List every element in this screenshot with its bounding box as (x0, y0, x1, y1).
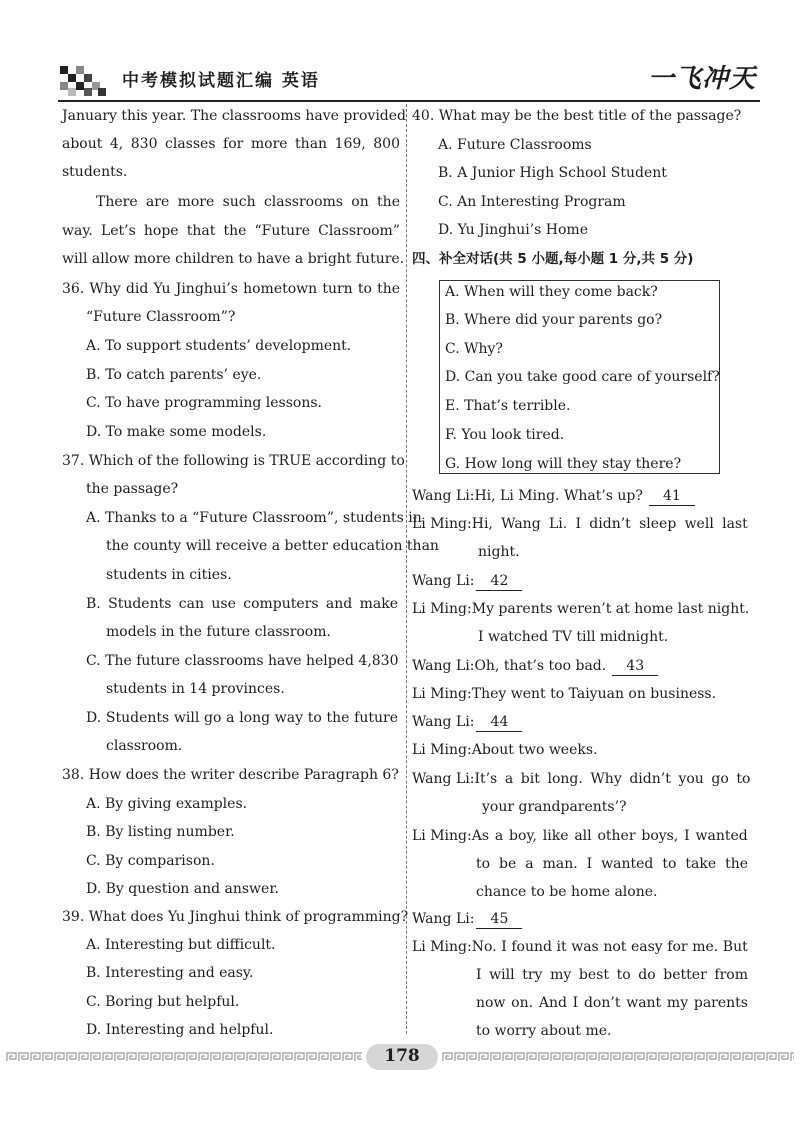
dialogue-option: F. You look tired. (445, 427, 565, 443)
dialogue-line-wang-li (412, 713, 522, 732)
passage-line: will allow more children to have a bright future. (62, 251, 405, 267)
dialogue-line-li-ming (412, 741, 598, 759)
dialogue-text: I will try my best to do better from (476, 967, 748, 983)
dialogue-text: It’s a bit long. Why didn’t you go to (474, 771, 751, 787)
question-38-option[interactable]: A. By giving examples. (86, 796, 248, 812)
question-38-option[interactable]: C. By comparison. (86, 853, 215, 869)
blank-43[interactable]: 43 (612, 657, 658, 676)
speaker-label: Wang Li: (412, 911, 475, 927)
question-37-option-c[interactable]: C. The future classrooms have helped 4,830 (86, 653, 399, 669)
dialogue-text: to be a man. I wanted to take the (476, 856, 748, 872)
dialogue-line-li-ming (412, 515, 748, 533)
passage-line: There are more such classrooms on the (96, 194, 400, 210)
dialogue-text: night. (478, 544, 520, 560)
blank-42[interactable]: 42 (476, 572, 522, 591)
speaker-label: Wang Li: (412, 573, 475, 589)
section-title: 四、补全对话(共 5 小题,每小题 1 分,共 5 分) (412, 251, 694, 267)
question-37-stem: 37. Which of the following is TRUE according to (62, 453, 405, 469)
blank-41[interactable]: 41 (649, 487, 695, 506)
dialogue-text: Hi, Li Ming. What’s up? (474, 488, 643, 504)
question-39-option[interactable]: C. Boring but helpful. (86, 994, 240, 1010)
question-37-option-a[interactable]: A. Thanks to a “Future Classroom”, students in (86, 510, 422, 526)
question-40-option[interactable]: C. An Interesting Program (438, 194, 626, 210)
blank-45[interactable]: 45 (476, 910, 522, 929)
dialogue-text: They went to Taiyuan on business. (471, 686, 717, 702)
dialogue-text: About two weeks. (471, 742, 598, 758)
dialogue-option: E. That’s terrible. (445, 398, 571, 414)
dialogue-text: No. I found it was not easy for me. But (471, 939, 748, 955)
dialogue-line-li-ming (412, 685, 716, 703)
dialogue-line-li-ming (412, 938, 748, 956)
header-rule (58, 100, 760, 102)
question-36-stem: “Future Classroom”? (86, 309, 236, 325)
question-37-option-a: students in cities. (106, 567, 232, 583)
dialogue-line-wang-li (412, 657, 658, 676)
blank-44[interactable]: 44 (476, 713, 522, 732)
dialogue-option: B. Where did your parents go? (445, 312, 663, 328)
dialogue-text: Hi, Wang Li. I didn’t sleep well last (471, 516, 748, 532)
passage-line: January this year. The classrooms have provided (62, 108, 407, 124)
passage-line: about 4, 830 classes for more than 169, 800 (62, 136, 400, 152)
question-37-option-b: models in the future classroom. (106, 624, 331, 640)
dialogue-option: G. How long will they stay there? (445, 456, 682, 472)
dialogue-line-wang-li (412, 910, 522, 929)
question-37-option-a: the county will receive a better education than (106, 538, 439, 554)
dialogue-option: A. When will they come back? (445, 284, 658, 300)
question-36-stem: 36. Why did Yu Jinghui’s hometown turn to the (62, 281, 400, 297)
speaker-label: Li Ming: (412, 601, 472, 617)
speaker-label: Li Ming: (412, 742, 472, 758)
speaker-label: Wang Li: (412, 714, 475, 730)
question-36-option[interactable]: B. To catch parents’ eye. (86, 367, 262, 383)
dialogue-text: Oh, that’s too bad. (474, 658, 607, 674)
brand-logo: 一飞冲天 (647, 64, 756, 94)
dialogue-option: C. Why? (445, 341, 503, 357)
dialogue-text: I watched TV till midnight. (478, 629, 669, 645)
question-38-stem: 38. How does the writer describe Paragraph 6? (62, 767, 399, 783)
question-36-option[interactable]: D. To make some models. (86, 424, 267, 440)
speaker-label: Li Ming: (412, 828, 472, 844)
speaker-label: Li Ming: (412, 516, 472, 532)
speaker-label: Li Ming: (412, 686, 472, 702)
dialogue-text: As a boy, like all other boys, I wanted (471, 828, 748, 844)
dialogue-text: your grandparents’? (482, 799, 627, 815)
question-37-option-c: students in 14 provinces. (106, 681, 285, 697)
question-38-option[interactable]: D. By question and answer. (86, 881, 279, 897)
question-37-stem: the passage? (86, 481, 179, 497)
page-number: 178 (384, 1046, 420, 1066)
footer-pattern-right (442, 1052, 794, 1062)
question-39-option[interactable]: A. Interesting but difficult. (86, 937, 276, 953)
speaker-label: Wang Li: (412, 658, 475, 674)
question-37-option-b[interactable]: B. Students can use computers and make (86, 596, 398, 612)
dialogue-option: D. Can you take good care of yourself? (445, 369, 720, 385)
header-title: 中考模拟试题汇编 英语 (122, 71, 320, 91)
dialogue-text: My parents weren’t at home last night. (471, 601, 750, 617)
question-38-option[interactable]: B. By listing number. (86, 824, 235, 840)
speaker-label: Li Ming: (412, 939, 472, 955)
footer-pattern-left (6, 1052, 362, 1062)
passage-line: students. (62, 164, 128, 180)
question-39-option[interactable]: D. Interesting and helpful. (86, 1022, 274, 1038)
question-36-option[interactable]: C. To have programming lessons. (86, 395, 323, 411)
dialogue-line-wang-li (412, 487, 695, 506)
question-37-option-d: classroom. (106, 738, 183, 754)
speaker-label: Wang Li: (412, 488, 475, 504)
question-40-option[interactable]: D. Yu Jinghui’s Home (438, 222, 588, 238)
question-40-option[interactable]: A. Future Classrooms (438, 137, 592, 153)
question-39-stem: 39. What does Yu Jinghui think of programming? (62, 909, 409, 925)
dialogue-text: chance to be home alone. (476, 884, 658, 900)
question-37-option-d[interactable]: D. Students will go a long way to the future (86, 710, 398, 726)
question-40-option[interactable]: B. A Junior High School Student (438, 165, 667, 181)
dialogue-line-wang-li (412, 770, 750, 788)
column-divider (406, 104, 407, 1034)
header-checker-icon (60, 66, 106, 96)
dialogue-line-wang-li (412, 572, 522, 591)
question-39-option[interactable]: B. Interesting and easy. (86, 965, 254, 981)
dialogue-line-li-ming (412, 600, 749, 618)
question-36-option[interactable]: A. To support students’ development. (86, 338, 352, 354)
dialogue-text: to worry about me. (476, 1023, 612, 1039)
speaker-label: Wang Li: (412, 771, 475, 787)
passage-line: way. Let’s hope that the “Future Classroom” (62, 223, 400, 239)
dialogue-text: now on. And I don’t want my parents (476, 995, 748, 1011)
dialogue-line-li-ming (412, 827, 748, 845)
question-40-stem: 40. What may be the best title of the passage? (412, 108, 742, 124)
